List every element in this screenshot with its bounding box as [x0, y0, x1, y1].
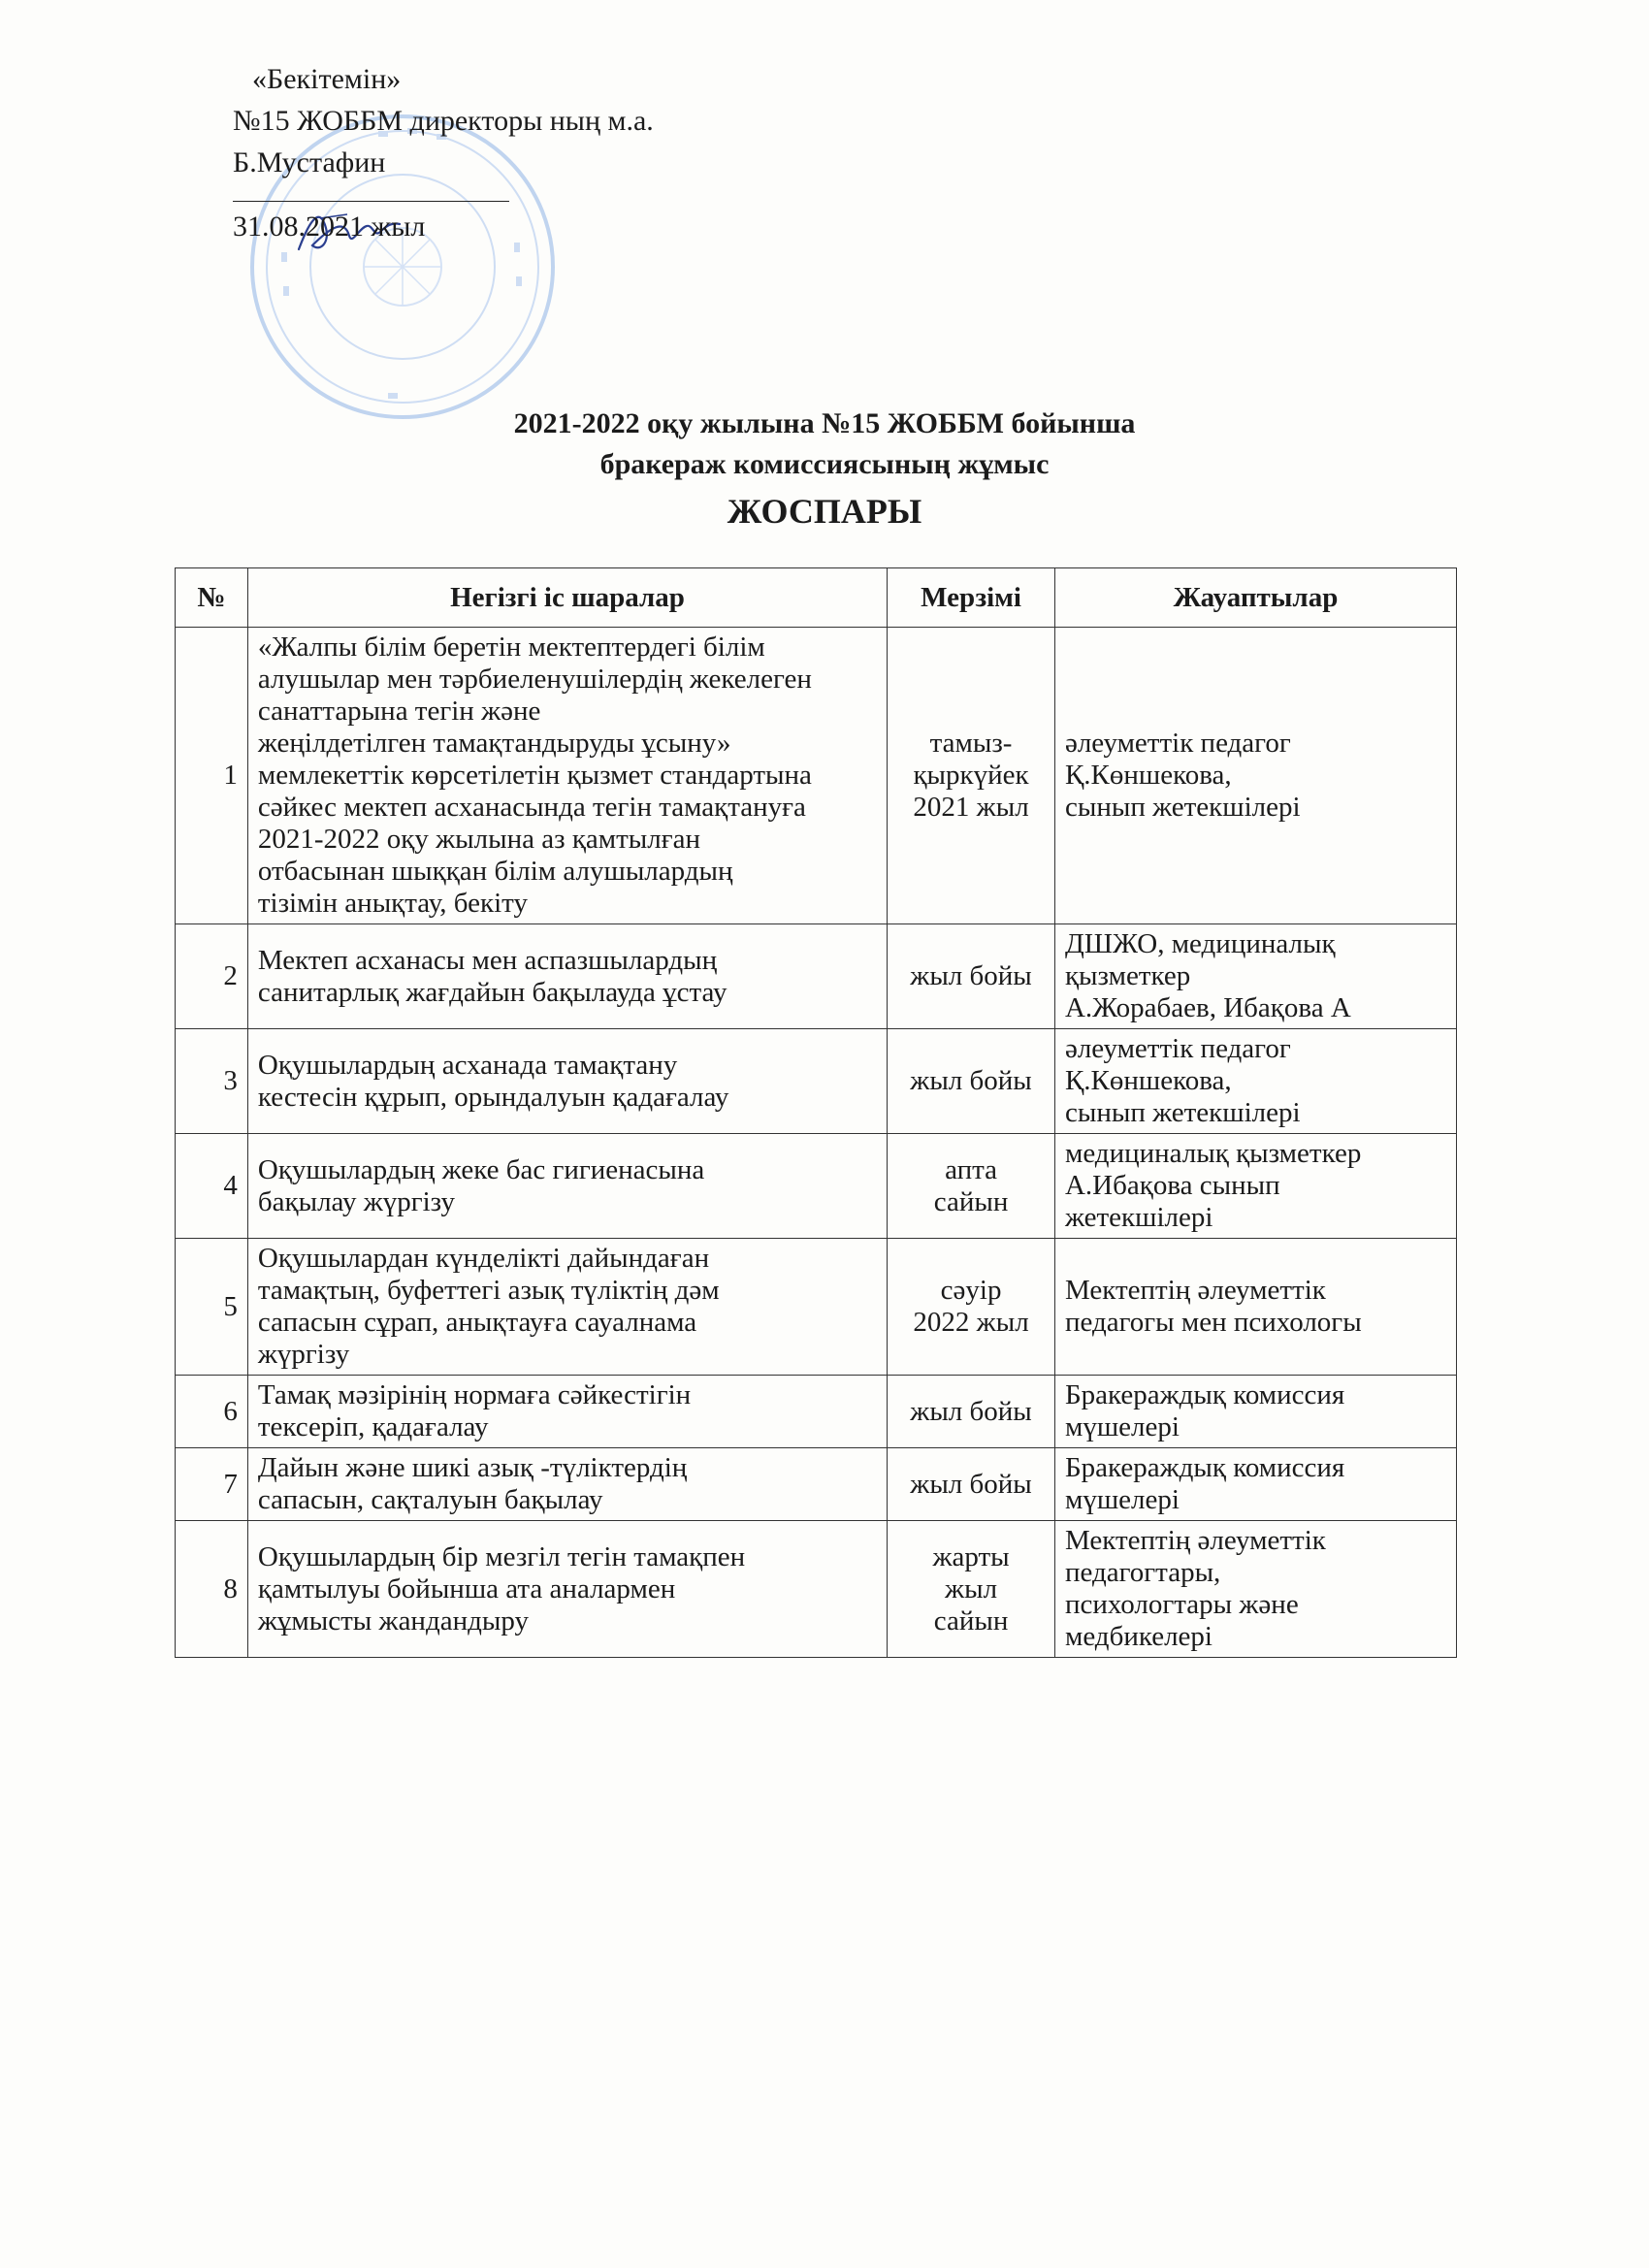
row-responsible-line: жетекшілері	[1064, 1202, 1213, 1233]
row-responsible	[1054, 924, 1456, 1029]
row-number: 3	[176, 1029, 248, 1134]
row-responsible-line: әлеуметтік педагог	[1064, 1033, 1291, 1064]
table-row	[176, 1029, 1457, 1134]
row-term-line: сайын	[933, 1604, 1009, 1636]
row-activity	[247, 1521, 887, 1658]
row-activity	[247, 1134, 887, 1239]
row-activity-line: 2021-2022 оқу жылына аз қамтылған	[257, 824, 701, 855]
row-term-line: қыркүйек	[913, 760, 1029, 791]
signature-line	[233, 183, 509, 202]
row-activity-line: тексеріп, қадағалау	[257, 1411, 489, 1442]
row-activity-line: тізімін анықтау, бекіту	[257, 888, 528, 919]
row-responsible-line: Мектептің әлеуметтік	[1064, 1275, 1326, 1306]
row-number: 1	[176, 628, 248, 924]
row-number: 8	[176, 1521, 248, 1658]
row-activity-line: «Жалпы білім беретін мектептердегі білім	[257, 632, 765, 663]
row-activity-line: мемлекеттік көрсетілетін қызмет стандартына	[257, 760, 812, 791]
header-number: №	[176, 568, 248, 628]
row-activity	[247, 1239, 887, 1376]
row-term	[888, 1134, 1055, 1239]
row-activity	[247, 628, 887, 924]
row-term	[888, 1239, 1055, 1376]
row-term-line: жыл бойы	[910, 960, 1032, 991]
row-activity-line: Дайын және шикі азық -түліктердің	[257, 1452, 688, 1483]
row-responsible	[1054, 1239, 1456, 1376]
row-number: 5	[176, 1239, 248, 1376]
row-responsible	[1054, 1134, 1456, 1239]
row-responsible	[1054, 1376, 1456, 1448]
row-number: 2	[176, 924, 248, 1029]
row-activity-line: Оқушылардың жеке бас гигиенасына	[257, 1153, 705, 1185]
row-responsible-line: Мектептің әлеуметтік	[1064, 1525, 1326, 1556]
row-activity-line: сапасын сұрап, анықтауға сауалнама	[257, 1307, 697, 1338]
row-activity	[247, 924, 887, 1029]
approval-position: №15 ЖОББМ директоры ның м.а.	[233, 105, 654, 137]
row-term-line: жыл	[945, 1572, 998, 1604]
row-responsible-line: Бракераждық комиссия	[1064, 1379, 1345, 1410]
table-row	[176, 628, 1457, 924]
header-term: Мерзімі	[888, 568, 1055, 628]
row-activity-line: Оқушылардың асханада тамақтану	[257, 1049, 678, 1081]
row-responsible-line: педагогтары,	[1064, 1557, 1221, 1588]
row-responsible-line: Қ.Көншекова,	[1064, 760, 1232, 791]
row-activity-line: бақылау жүргізу	[257, 1185, 456, 1217]
row-term-line: сайын	[933, 1185, 1009, 1217]
row-activity-line: тамақтың, буфеттегі азық түліктің дәм	[257, 1275, 720, 1306]
row-responsible-line: сынып жетекшілері	[1064, 1097, 1301, 1128]
row-number: 4	[176, 1134, 248, 1239]
approval-block	[233, 58, 737, 247]
row-responsible-line: педагогы мен психологы	[1064, 1307, 1362, 1338]
row-responsible-line: мүшелері	[1064, 1484, 1180, 1515]
row-responsible-line: қызметкер	[1064, 960, 1191, 991]
row-responsible-line: Бракераждық комиссия	[1064, 1452, 1345, 1483]
row-responsible-line: әлеуметтік педагог	[1064, 728, 1291, 759]
row-responsible	[1054, 1448, 1456, 1521]
row-responsible	[1054, 1029, 1456, 1134]
plan-table	[175, 567, 1457, 1658]
row-activity-line: сәйкес мектеп асханасында тегін тамақтануға	[257, 792, 806, 823]
document-title-line2: бракераж комиссиясының жұмыс	[599, 448, 1050, 480]
approval-name: Б.Мустафин	[233, 146, 386, 178]
row-term-line: тамыз-	[929, 728, 1013, 759]
row-term-line: жыл бойы	[910, 1468, 1032, 1500]
header-activities: Негізгі іс шаралар	[247, 568, 887, 628]
row-number: 6	[176, 1376, 248, 1448]
row-responsible-line: А.Ибақова сынып	[1064, 1170, 1280, 1201]
row-responsible-line: ДШЖО, медициналық	[1064, 928, 1336, 959]
row-activity-line: Оқушылардың бір мезгіл тегін тамақпен	[257, 1540, 746, 1572]
row-term-line: жарты	[932, 1540, 1010, 1572]
document-title-main: ЖОСПАРЫ	[727, 492, 922, 531]
table-row	[176, 1376, 1457, 1448]
row-responsible	[1054, 1521, 1456, 1658]
document-title-line1: 2021-2022 оқу жылына №15 ЖОББМ бойынша	[513, 407, 1136, 439]
row-activity	[247, 1448, 887, 1521]
table-row	[176, 1239, 1457, 1376]
row-responsible	[1054, 628, 1456, 924]
row-term	[888, 1029, 1055, 1134]
row-responsible-line: Қ.Көншекова,	[1064, 1065, 1232, 1096]
row-term	[888, 1448, 1055, 1521]
row-term	[888, 1521, 1055, 1658]
row-activity-line: жеңілдетілген тамақтандыруды ұсыну»	[257, 728, 731, 759]
table-row	[176, 924, 1457, 1029]
row-activity	[247, 1029, 887, 1134]
row-activity-line: жұмысты жандандыру	[257, 1604, 529, 1636]
row-term-line: жыл бойы	[910, 1065, 1032, 1096]
row-responsible-line: сынып жетекшілері	[1064, 792, 1301, 823]
row-activity-line: кестесін құрып, орындалуын қадағалау	[257, 1081, 729, 1113]
row-activity	[247, 1376, 887, 1448]
row-activity-line: санитарлық жағдайын бақылауда ұстау	[257, 976, 728, 1008]
row-activity-line: қамтылуы бойынша ата аналармен	[257, 1572, 676, 1604]
row-term-line: апта	[945, 1153, 997, 1185]
row-activity-line: сапасын, сақталуын бақылау	[257, 1484, 603, 1515]
row-number: 7	[176, 1448, 248, 1521]
approval-date: 31.08.2021 жыл	[233, 211, 426, 243]
row-activity-line: санаттарына тегін және	[257, 696, 541, 727]
table-body	[176, 628, 1457, 1658]
row-responsible-line: медициналық қызметкер	[1064, 1138, 1362, 1169]
row-term-line: 2022 жыл	[913, 1307, 1029, 1338]
table-row	[176, 1448, 1457, 1521]
row-term-line: сәуір	[940, 1275, 1002, 1306]
row-term	[888, 628, 1055, 924]
table-row	[176, 1134, 1457, 1239]
row-activity-line: алушылар мен тәрбиеленушілердің жекелеген	[257, 664, 812, 695]
row-term	[888, 1376, 1055, 1448]
row-activity-line: жүргізу	[257, 1339, 350, 1370]
row-term-line: 2021 жыл	[913, 792, 1029, 823]
table-header-row	[176, 568, 1457, 628]
row-activity-line: отбасынан шыққан білім алушылардың	[257, 856, 733, 887]
header-responsible: Жауаптылар	[1054, 568, 1456, 628]
row-term-line: жыл бойы	[910, 1395, 1032, 1427]
row-responsible-line: мүшелері	[1064, 1411, 1180, 1442]
row-activity-line: Оқушылардан күнделікті дайындаған	[257, 1243, 710, 1274]
row-activity-line: Мектеп асханасы мен аспазшылардың	[257, 944, 718, 976]
row-responsible-line: А.Жорабаев, Ибақова А	[1064, 992, 1351, 1023]
row-responsible-line: медбикелері	[1064, 1621, 1212, 1652]
row-responsible-line: психологтары және	[1064, 1589, 1299, 1620]
row-activity-line: Тамақ мәзірінің нормаға сәйкестігін	[257, 1379, 692, 1410]
approval-label: «Бекітемін»	[252, 63, 402, 95]
table-row	[176, 1521, 1457, 1658]
row-term	[888, 924, 1055, 1029]
